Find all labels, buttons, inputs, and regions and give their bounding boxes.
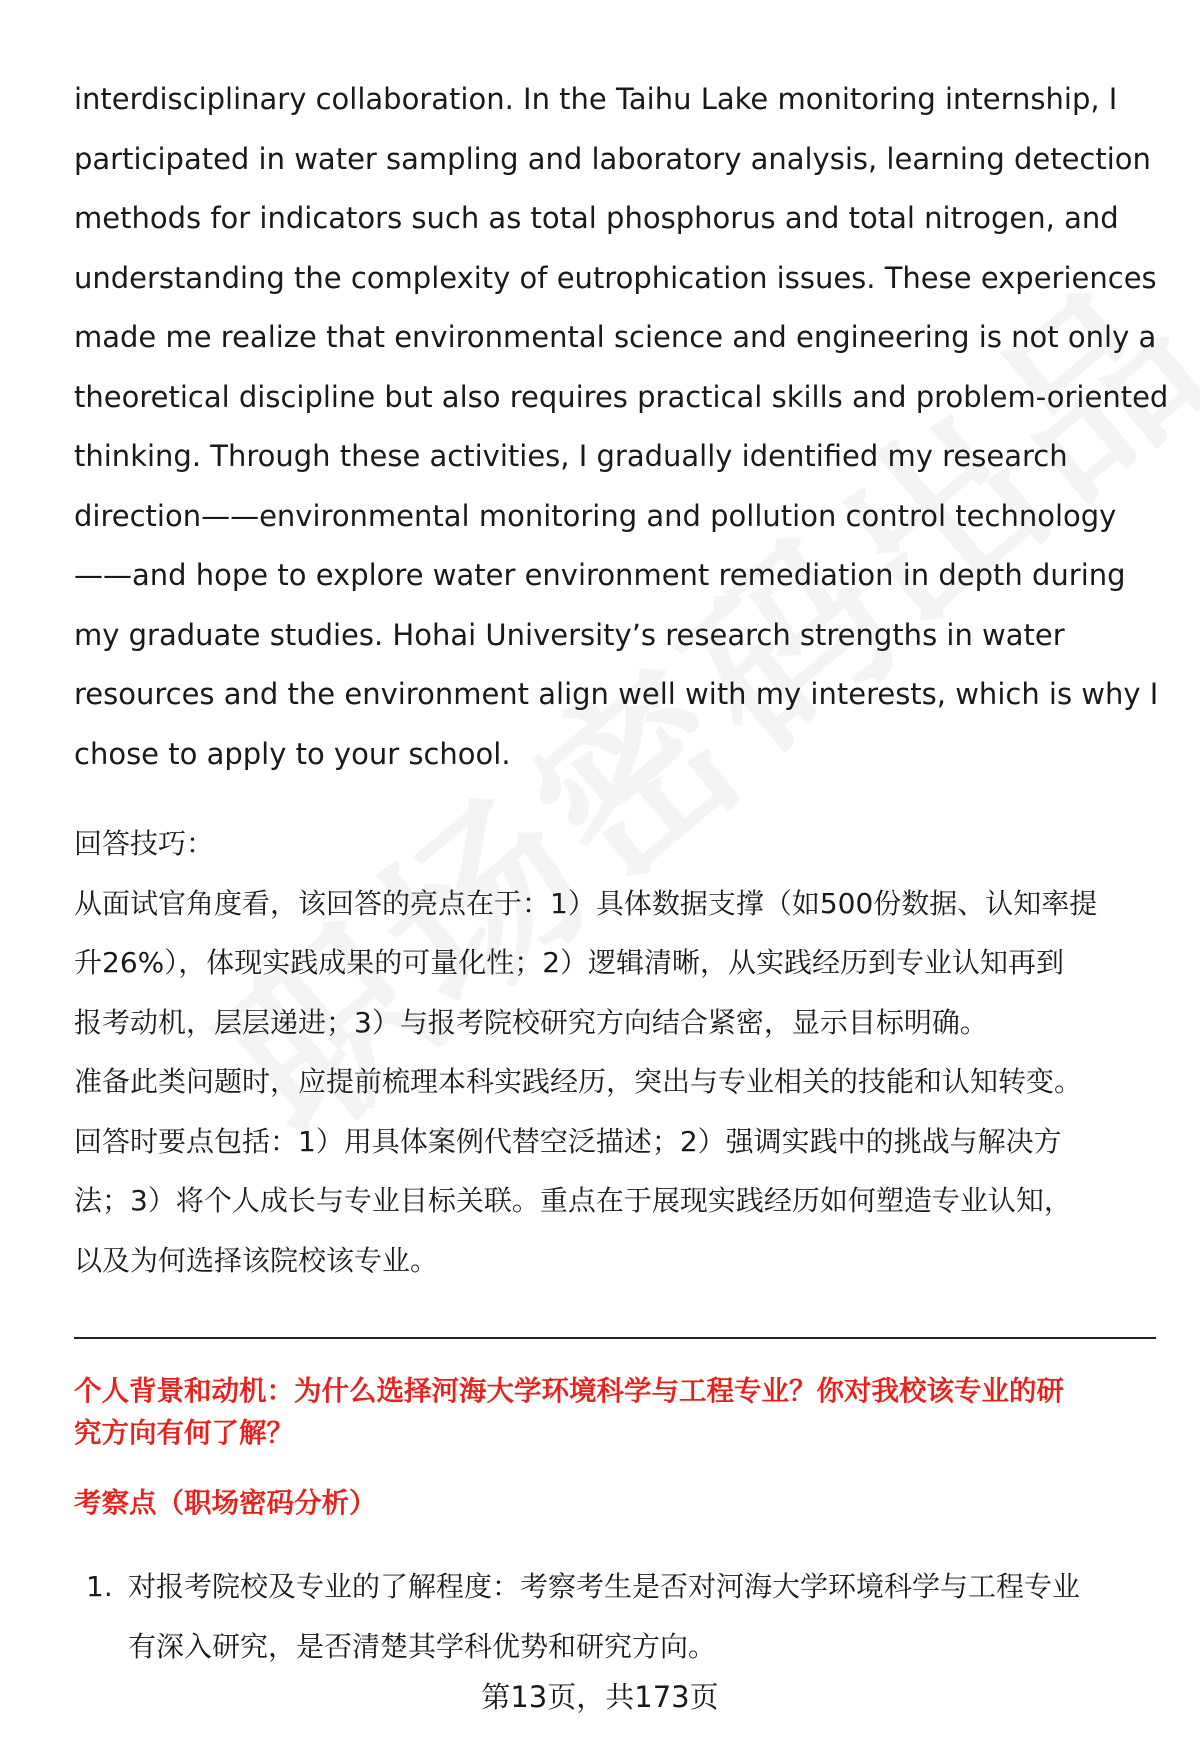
list-item-line: 有深入研究，是否清楚其学科优势和研究方向。 [128, 1629, 717, 1663]
section-divider [74, 1337, 1156, 1339]
paragraph-line: my graduate studies. Hohai University’s research strengths in water [74, 617, 1065, 652]
answer-tips [74, 814, 1164, 1290]
paragraph-line: interdisciplinary collaboration. In the Taihu Lake monitoring internship, I [74, 82, 1118, 116]
list-item-body [128, 1557, 1080, 1676]
question-heading-line: 究方向有何了解？ [74, 1417, 294, 1449]
tips-line: 法；3）将个人成长与专业目标关联。重点在于展现实践经历如何塑造专业认知， [74, 1184, 1072, 1217]
tips-label: 回答技巧： [74, 827, 215, 860]
assessment-heading [74, 1482, 1164, 1524]
paragraph-line: theoretical discipline but also requires practical skills and problem-oriented [74, 379, 1169, 414]
list-item-line: 对报考院校及专业的了解程度：考察考生是否对河海大学环境科学与工程专业 [128, 1570, 1081, 1603]
paragraph-line: made me realize that environmental science and engineering is not only a [74, 320, 1157, 354]
assessment-heading-text: 考察点（职场密码分析） [74, 1487, 377, 1519]
answer-paragraph [74, 70, 1169, 784]
tips-line: 报考动机，层层递进；3）与报考院校研究方向结合紧密，显示目标明确。 [74, 1005, 988, 1039]
tips-line: 准备此类问题时，应提前梳理本科实践经历，突出与专业相关的技能和认知转变。 [74, 1065, 1083, 1098]
paragraph-line: resources and the environment align well with my interests, which is why I [74, 677, 1159, 711]
paragraph-line: methods for indicators such as total phosphorus and total nitrogen, and [74, 201, 1119, 235]
tips-line: 以及为何选择该院校该专业。 [74, 1243, 439, 1277]
tips-line: 从面试官角度看，该回答的亮点在于：1）具体数据支撑（如500份数据、认知率提 [74, 886, 1098, 920]
page-number: 第13页，共173页 [481, 1680, 719, 1714]
paragraph-line: ——and hope to explore water environment remediation in depth during [74, 558, 1126, 592]
paragraph-line: direction——environmental monitoring and pollution control technology [74, 498, 1117, 533]
question-heading [74, 1370, 1164, 1454]
tips-line: 升26%），体现实践成果的可量化性；2）逻辑清晰，从实践经历到专业认知再到 [74, 946, 1065, 979]
tips-line: 回答时要点包括：1）用具体案例代替空泛描述；2）强调实践中的挑战与解决方 [74, 1124, 1062, 1158]
list-item-number: 1. [86, 1570, 113, 1603]
question-heading-line: 个人背景和动机：为什么选择河海大学环境科学与工程专业？你对我校该专业的研 [74, 1375, 1064, 1407]
paragraph-line: chose to apply to your school. [74, 736, 511, 771]
paragraph-line: participated in water sampling and laboratory analysis, learning detection [74, 141, 1151, 176]
paragraph-line: thinking. Through these activities, I gradually identified my research [74, 439, 1068, 473]
paragraph-line: understanding the complexity of eutrophication issues. These experiences [74, 260, 1157, 295]
